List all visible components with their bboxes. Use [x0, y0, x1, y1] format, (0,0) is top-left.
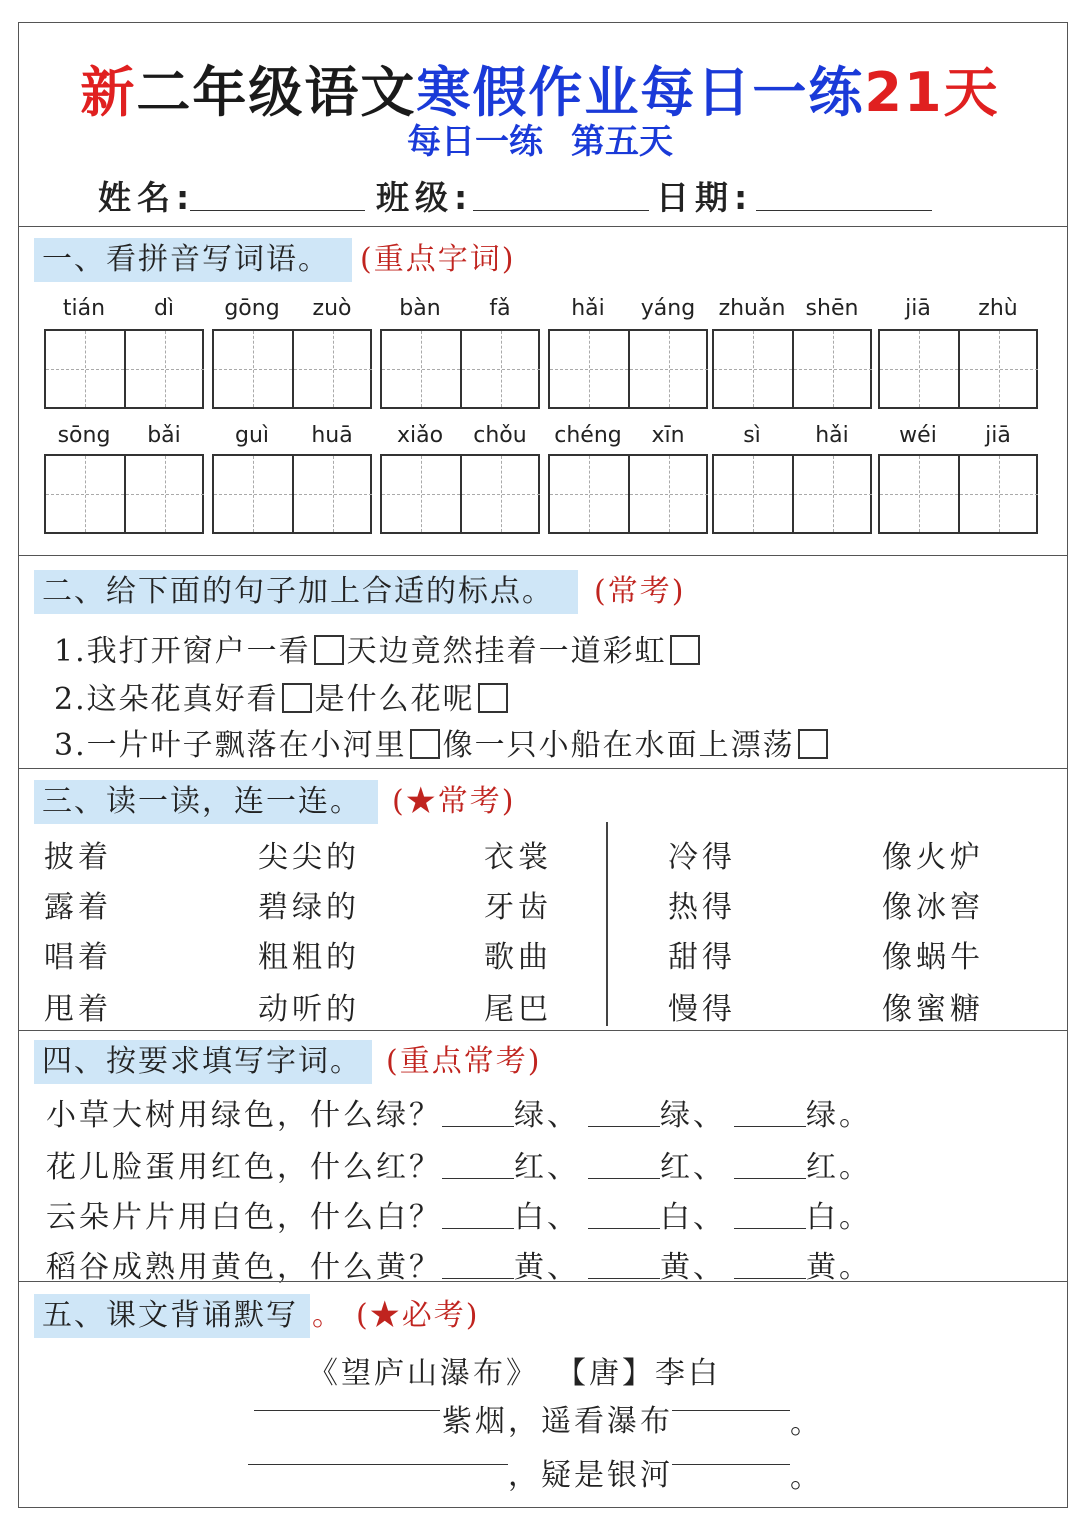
- character-writing-box[interactable]: [548, 329, 708, 409]
- character-cell[interactable]: [628, 331, 708, 407]
- character-cell[interactable]: [124, 331, 204, 407]
- color-character: 红。: [806, 1150, 872, 1185]
- sentence-text: 我打开窗户一看: [86, 634, 311, 669]
- fill-blank[interactable]: [588, 1202, 660, 1229]
- color-character: 绿、: [514, 1098, 580, 1133]
- character-cell[interactable]: [628, 456, 708, 532]
- pinyin-label: bàn: [399, 296, 441, 321]
- matching-word[interactable]: 像蜗牛: [882, 940, 984, 975]
- character-cell[interactable]: [550, 456, 628, 532]
- character-writing-box[interactable]: [44, 454, 204, 534]
- subtitle-daily: 每日一练: [407, 122, 543, 162]
- matching-word[interactable]: 像火炉: [882, 840, 984, 875]
- matching-word[interactable]: 碧绿的: [258, 890, 360, 925]
- poem-line-1-end: 。: [790, 1406, 823, 1441]
- punctuation-box[interactable]: [410, 729, 440, 759]
- fill-in-row: [46, 1090, 880, 1134]
- pinyin-label: chǒu: [473, 423, 527, 448]
- character-cell[interactable]: [880, 456, 958, 532]
- title-part-homework: 寒假作业每日一练: [416, 61, 865, 124]
- guide-line: [214, 369, 292, 370]
- section5-tag: (★必考): [356, 1298, 480, 1333]
- pinyin-label: jiā: [985, 423, 1011, 448]
- pinyin-label: gōng: [224, 296, 280, 321]
- subtitle-day-number: 第五天: [571, 122, 673, 162]
- character-writing-box[interactable]: [212, 454, 372, 534]
- name-field[interactable]: [190, 210, 365, 211]
- sentence-text: 天边竟然挂着一道彩虹: [346, 634, 667, 669]
- guide-line: [794, 369, 872, 370]
- character-cell[interactable]: [214, 331, 292, 407]
- matching-word[interactable]: 尖尖的: [258, 840, 360, 875]
- matching-word[interactable]: 唱着: [44, 940, 112, 975]
- name-label: 姓名:: [98, 178, 196, 217]
- character-cell[interactable]: [46, 331, 124, 407]
- section1-tag: (重点字词): [360, 242, 516, 277]
- color-character: 黄。: [806, 1250, 872, 1285]
- color-character: 黄、: [514, 1250, 580, 1285]
- pinyin-label: zhuǎn: [718, 296, 786, 321]
- sentence-number: 2.: [54, 682, 87, 717]
- section1-heading: 一、看拼音写词语。: [34, 238, 352, 282]
- title-part-days: 21天: [864, 61, 1000, 124]
- character-writing-box[interactable]: [548, 454, 708, 534]
- poem-blank-2[interactable]: [672, 1410, 790, 1411]
- pinyin-label: hǎi: [571, 296, 605, 321]
- divider: [18, 555, 1068, 556]
- title-part-new: 新: [80, 61, 137, 124]
- fill-blank[interactable]: [734, 1252, 806, 1279]
- guide-line: [630, 369, 708, 370]
- color-character: 红、: [660, 1150, 726, 1185]
- character-cell[interactable]: [958, 456, 1038, 532]
- sentence-text: 是什么花呢: [314, 682, 475, 717]
- guide-line: [214, 494, 292, 495]
- sentence-number: 1.: [54, 634, 87, 669]
- character-cell[interactable]: [46, 456, 124, 532]
- character-cell[interactable]: [550, 331, 628, 407]
- pinyin-label: sì: [743, 423, 761, 448]
- matching-word[interactable]: 慢得: [668, 992, 736, 1027]
- poem-line-2-text: ，疑是银河: [508, 1458, 673, 1493]
- guide-line: [126, 494, 204, 495]
- pinyin-label: hǎi: [815, 423, 849, 448]
- character-cell[interactable]: [292, 331, 372, 407]
- pinyin-label: tián: [62, 296, 106, 321]
- character-cell[interactable]: [958, 331, 1038, 407]
- guide-line: [714, 494, 792, 495]
- fill-question: 花儿脸蛋用红色，什么红？: [46, 1150, 442, 1185]
- guide-line: [382, 494, 460, 495]
- character-cell[interactable]: [792, 456, 872, 532]
- divider: [18, 768, 1068, 769]
- guide-line: [880, 369, 958, 370]
- guide-line: [714, 369, 792, 370]
- guide-line: [462, 369, 540, 370]
- punctuation-sentence-3: [54, 720, 831, 764]
- fill-blank[interactable]: [588, 1252, 660, 1279]
- fill-blank[interactable]: [442, 1202, 514, 1229]
- character-cell[interactable]: [880, 331, 958, 407]
- character-writing-box[interactable]: [44, 329, 204, 409]
- title-part-grade: 二年级语文: [136, 61, 417, 124]
- sentence-text: 像一只小船在水面上漂荡: [442, 728, 795, 763]
- poem-title: 《望庐山瀑布》: [308, 1356, 539, 1391]
- guide-line: [462, 494, 540, 495]
- matching-word[interactable]: 牙齿: [484, 890, 552, 925]
- character-cell[interactable]: [460, 331, 540, 407]
- character-writing-box[interactable]: [878, 454, 1038, 534]
- pinyin-label: xiǎo: [396, 423, 444, 448]
- pinyin-label: xīn: [651, 423, 685, 448]
- guide-line: [550, 369, 628, 370]
- poem-line-1-text: 紫烟，遥看瀑布: [442, 1404, 673, 1439]
- guide-line: [294, 369, 372, 370]
- color-character: 白、: [660, 1200, 726, 1235]
- fill-in-row: [46, 1142, 880, 1186]
- punctuation-box[interactable]: [798, 729, 828, 759]
- character-cell[interactable]: [124, 456, 204, 532]
- color-character: 白。: [806, 1200, 872, 1235]
- pinyin-label: sōng: [57, 423, 111, 448]
- matching-word[interactable]: 冷得: [668, 840, 736, 875]
- poem-line-2-end: 。: [790, 1460, 823, 1495]
- matching-word[interactable]: 像蜜糖: [882, 992, 984, 1027]
- poem-blank-3[interactable]: [248, 1464, 508, 1465]
- guide-line: [46, 369, 124, 370]
- pinyin-label: yáng: [640, 296, 696, 321]
- fill-blank[interactable]: [588, 1100, 660, 1127]
- character-writing-box[interactable]: [380, 454, 540, 534]
- matching-word[interactable]: 露着: [44, 890, 112, 925]
- matching-word[interactable]: 尾巴: [484, 992, 552, 1027]
- character-writing-box[interactable]: [712, 329, 872, 409]
- sentence-number: 3.: [54, 728, 87, 763]
- section4-heading: 四、按要求填写字词。: [34, 1040, 372, 1084]
- divider: [18, 1030, 1068, 1031]
- class-label: 班级:: [376, 178, 474, 217]
- character-cell[interactable]: [292, 456, 372, 532]
- fill-blank[interactable]: [734, 1100, 806, 1127]
- fill-in-row: [46, 1192, 880, 1236]
- matching-word[interactable]: 甜得: [668, 940, 736, 975]
- fill-question: 稻谷成熟用黄色，什么黄？: [46, 1250, 442, 1285]
- pinyin-label: zuò: [312, 296, 352, 321]
- guide-line: [46, 494, 124, 495]
- fill-blank[interactable]: [442, 1100, 514, 1127]
- character-cell[interactable]: [714, 456, 792, 532]
- page-subtitle: [0, 114, 1080, 163]
- guide-line: [126, 369, 204, 370]
- matching-word[interactable]: 甩着: [44, 992, 112, 1027]
- guide-line: [630, 494, 708, 495]
- punctuation-box[interactable]: [670, 635, 700, 665]
- pinyin-label: bǎi: [147, 423, 181, 448]
- sentence-text: 这朵花真好看: [86, 682, 279, 717]
- character-cell[interactable]: [382, 331, 460, 407]
- color-character: 黄、: [660, 1250, 726, 1285]
- color-character: 红、: [514, 1150, 580, 1185]
- pinyin-label: huā: [311, 423, 353, 448]
- character-cell[interactable]: [460, 456, 540, 532]
- matching-word[interactable]: 动听的: [258, 992, 360, 1027]
- character-cell[interactable]: [714, 331, 792, 407]
- guide-line: [550, 494, 628, 495]
- section5-heading: 五、课文背诵默写: [34, 1294, 310, 1338]
- guide-line: [294, 494, 372, 495]
- matching-word[interactable]: 歌曲: [484, 940, 552, 975]
- sentence-text: 一片叶子飘落在小河里: [86, 728, 407, 763]
- guide-line: [794, 494, 872, 495]
- poem-author: 【唐】李白: [556, 1356, 721, 1391]
- pinyin-label: fǎ: [489, 296, 511, 321]
- matching-word[interactable]: 像冰窖: [882, 890, 984, 925]
- pinyin-label: wéi: [899, 423, 937, 448]
- section5-heading-dot: 。: [312, 1298, 344, 1333]
- fill-blank[interactable]: [442, 1252, 514, 1279]
- punctuation-box[interactable]: [282, 683, 312, 713]
- divider: [18, 1281, 1068, 1282]
- color-character: 绿。: [806, 1098, 872, 1133]
- matching-word[interactable]: 衣裳: [484, 840, 552, 875]
- fill-in-row: [46, 1242, 880, 1286]
- fill-blank[interactable]: [442, 1152, 514, 1179]
- character-writing-box[interactable]: [712, 454, 872, 534]
- punctuation-sentence-2: [54, 674, 511, 718]
- matching-word[interactable]: 粗粗的: [258, 940, 360, 975]
- character-cell[interactable]: [792, 331, 872, 407]
- fill-question: 云朵片片用白色，什么白？: [46, 1200, 442, 1235]
- punctuation-box[interactable]: [478, 683, 508, 713]
- pinyin-label: shēn: [805, 296, 859, 321]
- pinyin-label: jiā: [905, 296, 931, 321]
- matching-word[interactable]: 热得: [668, 890, 736, 925]
- character-cell[interactable]: [382, 456, 460, 532]
- date-field[interactable]: [756, 210, 932, 211]
- section4-tag: (重点常考): [386, 1044, 542, 1079]
- fill-blank[interactable]: [734, 1202, 806, 1229]
- date-label: 日期:: [656, 178, 754, 217]
- punctuation-box[interactable]: [314, 635, 344, 665]
- fill-blank[interactable]: [588, 1152, 660, 1179]
- pinyin-label: chéng: [554, 423, 622, 448]
- color-character: 绿、: [660, 1098, 726, 1133]
- column-divider: [606, 822, 608, 1026]
- guide-line: [382, 369, 460, 370]
- section3-heading: 三、读一读，连一连。: [34, 780, 378, 824]
- poem-blank-1[interactable]: [254, 1410, 440, 1411]
- fill-blank[interactable]: [734, 1152, 806, 1179]
- pinyin-label: guì: [234, 423, 270, 448]
- pinyin-label: zhù: [978, 296, 1018, 321]
- divider: [18, 226, 1068, 227]
- color-character: 白、: [514, 1200, 580, 1235]
- guide-line: [960, 494, 1038, 495]
- guide-line: [960, 369, 1038, 370]
- guide-line: [880, 494, 958, 495]
- character-cell[interactable]: [214, 456, 292, 532]
- class-field[interactable]: [473, 210, 649, 211]
- character-writing-box[interactable]: [380, 329, 540, 409]
- section3-tag: (★常考): [392, 784, 516, 819]
- punctuation-sentence-1: [54, 626, 703, 670]
- poem-blank-4[interactable]: [672, 1464, 790, 1465]
- section2-heading: 二、给下面的句子加上合适的标点。: [34, 570, 578, 614]
- pinyin-label: dì: [153, 296, 175, 321]
- matching-word[interactable]: 披着: [44, 840, 112, 875]
- character-writing-box[interactable]: [878, 329, 1038, 409]
- fill-question: 小草大树用绿色，什么绿？: [46, 1098, 442, 1133]
- character-writing-box[interactable]: [212, 329, 372, 409]
- section2-tag: (常考): [594, 574, 686, 609]
